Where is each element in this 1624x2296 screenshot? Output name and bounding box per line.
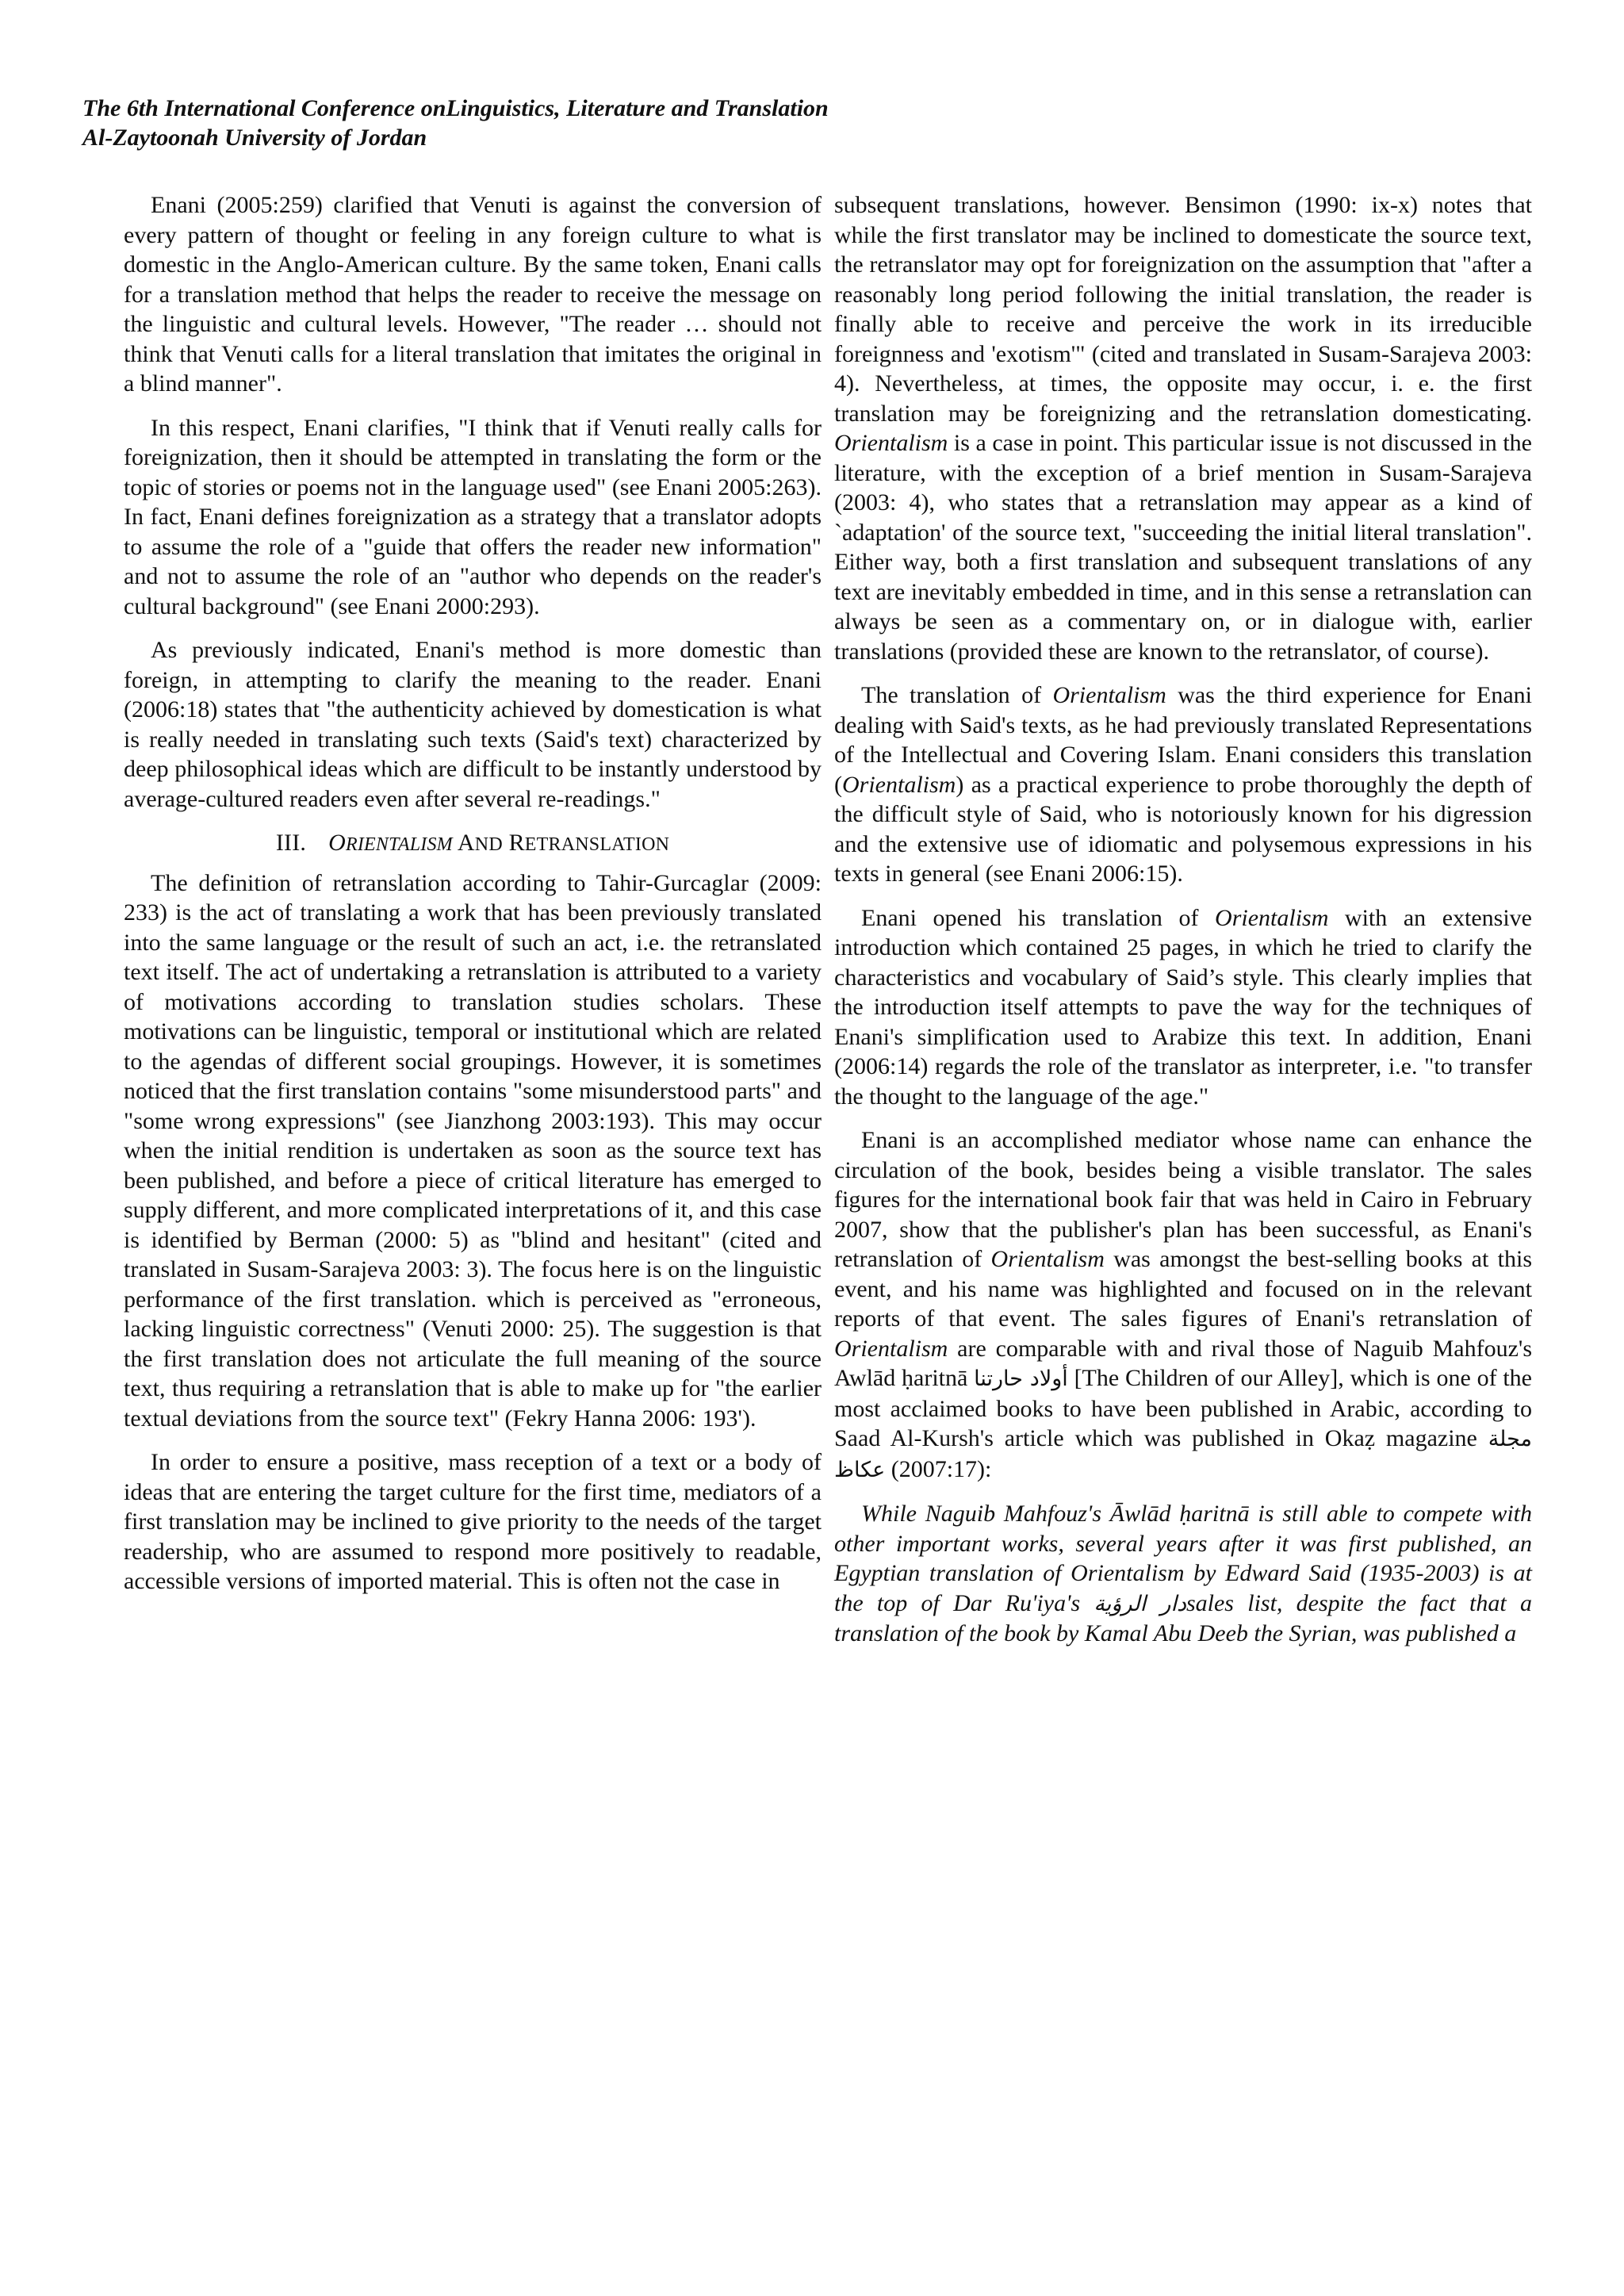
arabic-publisher-name: دار الرؤية xyxy=(1094,1591,1186,1616)
paragraph: In this respect, Enani clarifies, "I think that if Venuti really calls for foreignization, then it should be attempted in translating the form or the topic of stories or poems not in the language used" (see Enani 2005:263). In fact, Enani defines foreignization as a strategy that a translator adopts to assume the role of a "guide that offers the reader new information" and not to assume the role of an "author who depends on the reader's cultural background" (see Enani 2000:293). xyxy=(124,414,822,619)
conference-title: The 6th International Conference onLinguistics, Literature and Translation xyxy=(82,95,829,121)
paragraph: Enani opened his translation of Orientalism with an extensive introduction which contained 25 pages, in which he tried to clarify the characteristics and vocabulary of Said’s style. This clearly implies that the introduction itself attempts to pave the way for the techniques of Enani's simplification used to Arabize this text. In addition, Enani (2006:14) regards the role of the translator as interpreter, i.e. "to transfer the thought to the language of the age." xyxy=(834,904,1532,1110)
arabic-magazine-name: مجلة عكاظ xyxy=(834,1427,1532,1482)
paragraph: The translation of Orientalism was the third experience for Enani dealing with Said's texts, as he had previously translated Representations of the Intellectual and Covering Islam. Enani considers this translation (Orientalism) as a practical experience to probe thoroughly the depth of the difficult style of Said, who is notoriously known for his digression and the extensive use of idiomatic and polysemous expressions in his texts in general (see Enani 2006:15). xyxy=(834,682,1532,887)
paragraph: The definition of retranslation according to Tahir-Gurcaglar (2009: 233) is the act of translating a work that has been previously translated into the same language or the result of such an act, i.e. the retranslated text itself. The act of undertaking a retranslation is attributed to a variety of motivations according to translation studies scholars. These motivations can be linguistic, temporal or institutional which are related to the agendas of different social groupings. However, it is sometimes noticed that the first translation contains "some misunderstood parts" and "some wrong expressions" (see Jianzhong 2003:193). This may occur when the initial rendition is undertaken as soon as the source text has been published, and before a piece of critical literature has emerged to supply different, and more complicated interpretations of it, and this case is identified by Berman (2000: 5) as "blind and hesitant" (cited and translated in Susam-Sarajeva 2003: 3). The focus here is on the linguistic performance of the first translation. which is perceived as "erroneous, lacking linguistic correctness" (Venuti 2000: 25). The suggestion is that the first translation does not articulate the full meaning of the source text, thus requiring a retranslation that is able to make up for "the earlier textual deviations from the source text" (Fekry Hanna 2006: 193'). xyxy=(124,869,822,1432)
section-heading: III. ORIENTALISM AND RETRANSLATION xyxy=(275,830,670,856)
paragraph: In order to ensure a positive, mass reception of a text or a body of ideas that are entering the target culture for the first time, mediators of a first translation may be inclined to give priority to the needs of the target readership, who are assumed to respond more positively to readable, accessible versions of imported material. This is often not the case in xyxy=(124,1449,822,1594)
conference-header xyxy=(82,94,1542,152)
arabic-title: أولاد حارتنا xyxy=(974,1366,1068,1391)
paragraph: subsequent translations, however. Bensimon (1990: ix-x) notes that while the first translator may be inclined to domesticate the source text, the retranslator may opt for foreignization on the assumption that "after a reasonably long period following the initial translation, the reader is finally able to receive and perceive the work in its irreducible foreignness and 'exotism'" (cited and translated in Susam-Sarajeva 2003: 4). Nevertheless, at times, the opposite may occur, i. e. the first translation may be foreignizing and the retranslation domesticating. Orientalism is a case in point. This particular issue is not discussed in the literature, with the exception of a brief mention in Susam-Sarajeva (2003: 4), who states that a retranslation may appear as a kind of `adaptation' of the source text, "succeeding the initial literal translation". Either way, both a first translation and subsequent translations of any text are inevitably embedded in time, and in this sense a retranslation can always be seen as a commentary on, or in dialogue with, earlier translations (provided these are known to the retranslator, of course). xyxy=(834,192,1532,665)
section-number: III. xyxy=(275,830,307,856)
right-column xyxy=(834,190,1532,1663)
paragraph: Enani (2005:259) clarified that Venuti is against the conversion of every pattern of thought or feeling in any foreign culture to what is domestic in the Anglo-American culture. By the same token, Enani calls for a translation method that helps the reader to receive the message on the linguistic and cultural levels. However, "The reader … should not think that Venuti calls for a literal translation that imitates the original in a blind manner". xyxy=(124,192,822,397)
left-column xyxy=(124,190,822,1611)
paragraph: Enani is an accomplished mediator whose name can enhance the circulation of the book, besides being a visible translator. The sales figures for the international book fair that was held in Cairo in February 2007, show that the publisher's plan has been successful, as Enani's retranslation of Orientalism was amongst the best-selling books at this event, and his name was highlighted and focused on in the relevant reports of that event. The sales figures of Enani's retranslation of Orientalism are comparable with and rival those of Naguib Mahfouz's Awlād ḥaritnā أولاد حارتنا [The Children of our Alley], which is one of the most acclaimed books to have been published in Arabic, according to Saad Al-Kursh's article which was published in Okaẓ magazine مجلة عكاظ (2007:17): xyxy=(834,1127,1532,1482)
university-name: Al-Zaytoonah University of Jordan xyxy=(82,125,427,151)
paragraph: As previously indicated, Enani's method is more domestic than foreign, in attempting to clarify the meaning to the reader. Enani (2006:18) states that "the authenticity achieved by domestication is what is really needed in translating such texts (Said's text) characterized by deep philosophical ideas which are difficult to be instantly understood by average-cultured readers even after several re-readings." xyxy=(124,637,822,812)
block-quote: While Naguib Mahfouz's Āwlād ḥaritnā is still able to compete with other important works, several years after it was first published, an Egyptian translation of Orientalism by Edward Said (1935-2003) is at the top of Dar Ru'iya's دار الرؤيةsales list, despite the fact that a translation of the book by Kamal Abu Deeb the Syrian, was published a xyxy=(834,1501,1532,1646)
